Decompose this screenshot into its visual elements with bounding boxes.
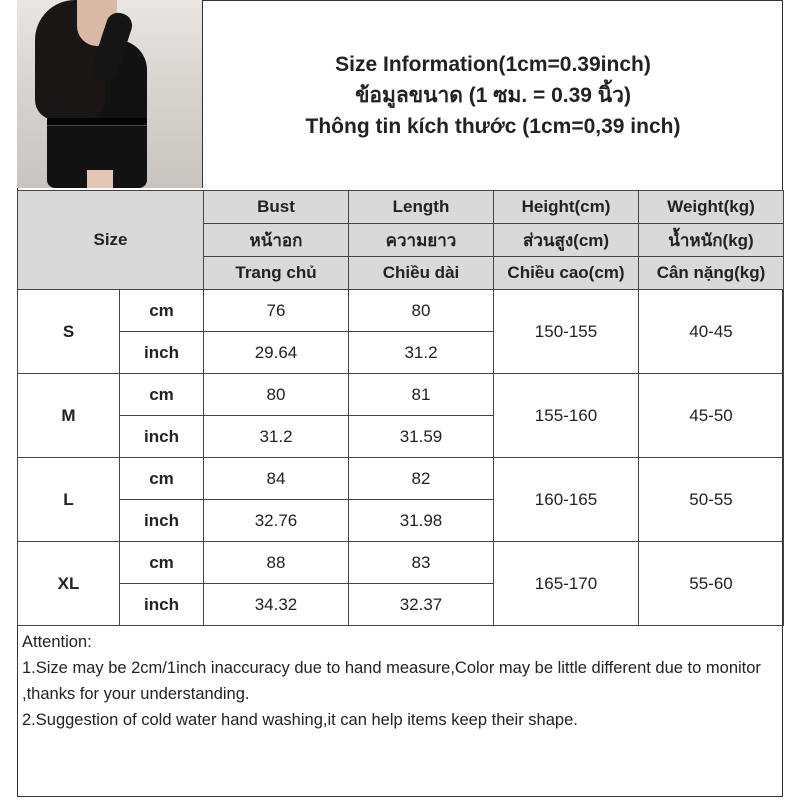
length-cm-value: 81 <box>349 374 494 416</box>
bust-cm-value: 88 <box>204 542 349 584</box>
weight-range: 40-45 <box>639 290 784 374</box>
size-label: XL <box>18 542 120 626</box>
height-range: 160-165 <box>494 458 639 542</box>
bust-cm-value: 80 <box>204 374 349 416</box>
header-height-en: Height(cm) <box>494 191 639 224</box>
header-bust-th: หน้าอก <box>204 224 349 257</box>
unit-cm-label: cm <box>120 458 204 500</box>
weight-range: 50-55 <box>639 458 784 542</box>
bust-inch-value: 31.2 <box>204 416 349 458</box>
bust-inch-value: 29.64 <box>204 332 349 374</box>
length-inch-value: 31.98 <box>349 500 494 542</box>
size-info-heading <box>203 0 783 190</box>
product-photo <box>17 0 203 188</box>
unit-cm-label: cm <box>120 374 204 416</box>
unit-inch-label: inch <box>120 584 204 626</box>
height-range: 155-160 <box>494 374 639 458</box>
length-cm-value: 83 <box>349 542 494 584</box>
header-row-english <box>18 191 784 224</box>
length-cm-value: 80 <box>349 290 494 332</box>
header-weight-vi: Cân nặng(kg) <box>639 257 784 290</box>
attention-note-2: 2.Suggestion of cold water hand washing,it can help items keep their shape. <box>22 711 578 729</box>
bust-inch-value: 34.32 <box>204 584 349 626</box>
unit-cm-label: cm <box>120 290 204 332</box>
size-label: L <box>18 458 120 542</box>
height-range: 150-155 <box>494 290 639 374</box>
unit-inch-label: inch <box>120 332 204 374</box>
unit-inch-label: inch <box>120 416 204 458</box>
unit-inch-label: inch <box>120 500 204 542</box>
header-height-vi: Chiều cao(cm) <box>494 257 639 290</box>
bust-cm-value: 76 <box>204 290 349 332</box>
header-weight-en: Weight(kg) <box>639 191 784 224</box>
table-row <box>18 290 784 332</box>
header-length-vi: Chiều dài <box>349 257 494 290</box>
table-row <box>18 458 784 500</box>
height-range: 165-170 <box>494 542 639 626</box>
header-bust-en: Bust <box>204 191 349 224</box>
size-column-header: Size <box>18 191 204 290</box>
leg-shape <box>87 170 113 188</box>
header-length-th: ความยาว <box>349 224 494 257</box>
attention-note-1: 1.Size may be 2cm/1inch inaccuracy due to hand measure,Color may be little different due to monitor ,thanks for your understanding. <box>22 659 761 703</box>
length-inch-value: 31.59 <box>349 416 494 458</box>
weight-range: 45-50 <box>639 374 784 458</box>
weight-range: 55-60 <box>639 542 784 626</box>
length-inch-value: 32.37 <box>349 584 494 626</box>
length-inch-value: 31.2 <box>349 332 494 374</box>
bust-inch-value: 32.76 <box>204 500 349 542</box>
unit-cm-label: cm <box>120 542 204 584</box>
size-label: S <box>18 290 120 374</box>
table-row <box>18 542 784 584</box>
attention-title: Attention: <box>22 633 92 651</box>
heading-vietnamese: Thông tin kích thước (1cm=0,39 inch) <box>305 114 681 138</box>
size-label: M <box>18 374 120 458</box>
header-height-th: ส่วนสูง(cm) <box>494 224 639 257</box>
header-bust-vi: Trang chủ <box>204 257 349 290</box>
length-cm-value: 82 <box>349 458 494 500</box>
header-length-en: Length <box>349 191 494 224</box>
size-table <box>17 190 784 626</box>
heading-english: Size Information(1cm=0.39inch) <box>335 52 651 76</box>
heading-thai: ข้อมูลขนาด (1 ซม. = 0.39 นิ้ว) <box>355 83 631 107</box>
bust-cm-value: 84 <box>204 458 349 500</box>
header-weight-th: น้ำหนัก(kg) <box>639 224 784 257</box>
table-row <box>18 374 784 416</box>
attention-notes <box>17 627 783 797</box>
belt-shape <box>47 118 147 126</box>
